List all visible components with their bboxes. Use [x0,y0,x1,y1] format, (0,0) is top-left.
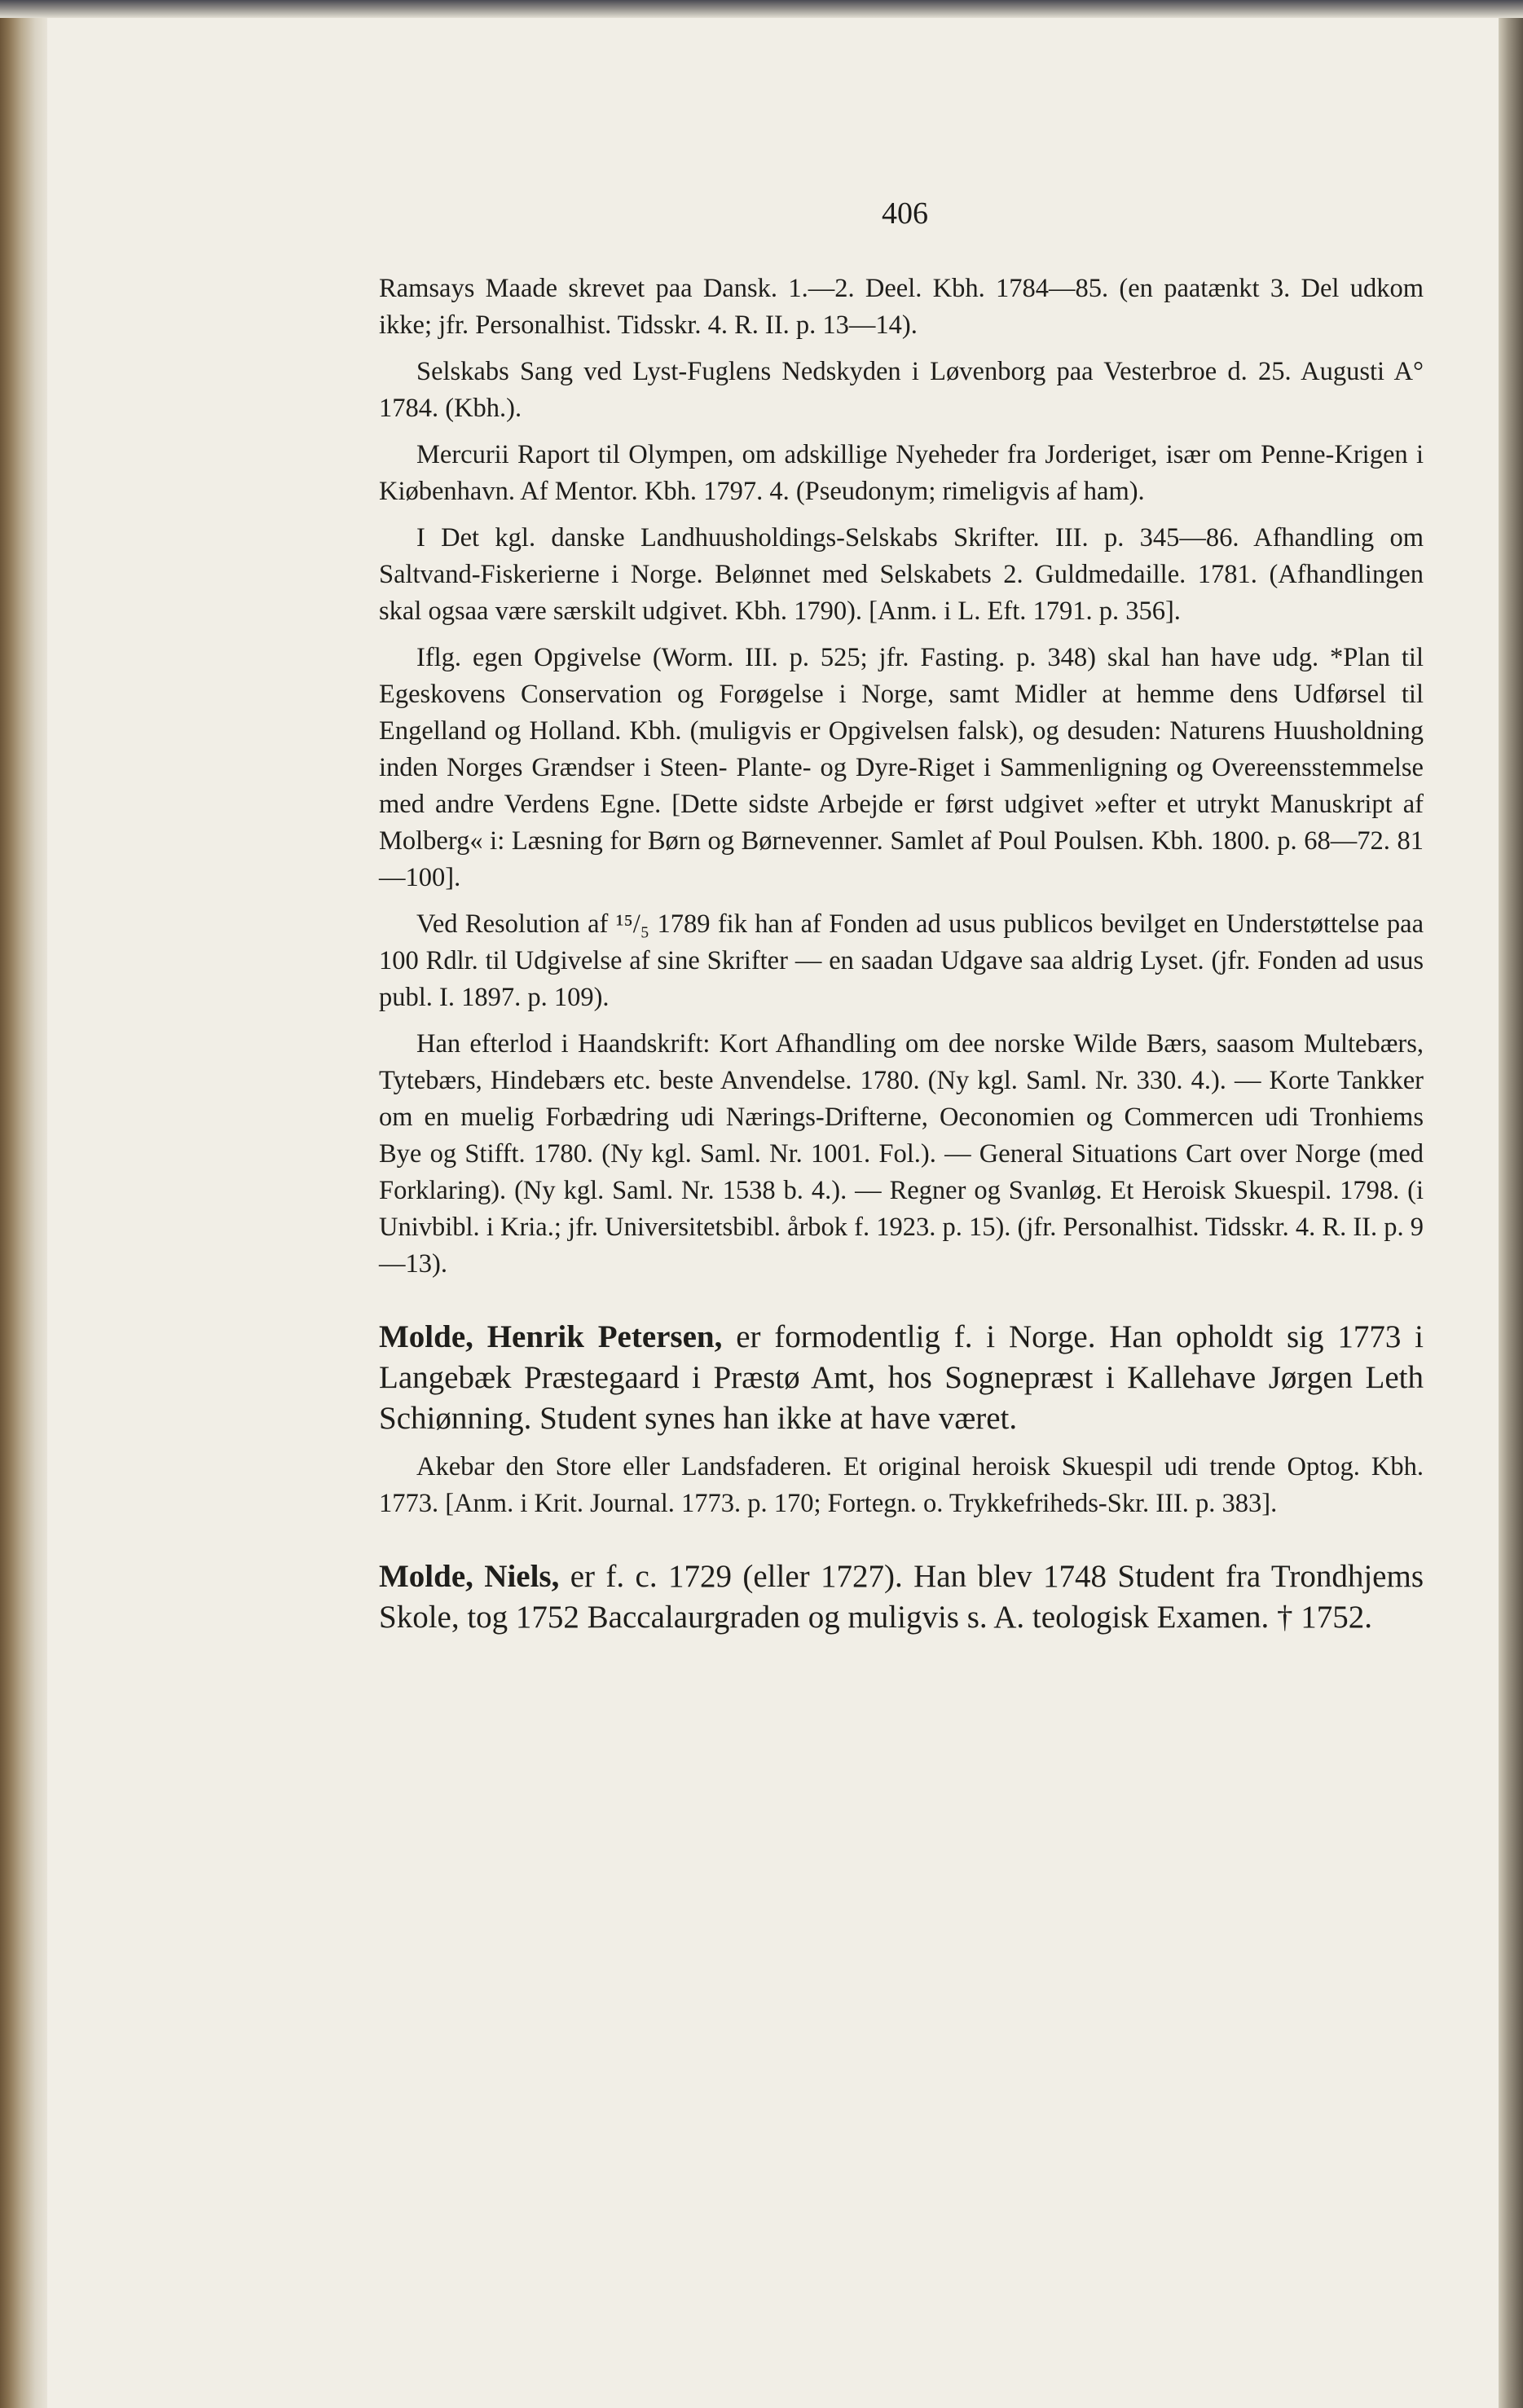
paragraph: Ved Resolution af ¹⁵/₅ 1789 fik han af Fonden ad usus publicos bevilget en Understøttelse paa 100 Rdlr. til Udgivelse af sine Skrifter — en saadan Udgave saa aldrig Lyset. (jfr. Fonden ad usus publ. I. 1897. p. 109). [379,909,1424,1012]
entry-henrik-petersen-molde [379,1317,1424,1439]
entry-text: er formodentlig f. i Norge. Han opholdt sig 1773 i Langebæk Præstegaard i Præstø Amt, hos Sognepræst i Kallehave Jørgen Leth Schiønning. Student synes han ikke at have været. [379,1319,1424,1436]
book-edge-right [1499,0,1523,2408]
paragraph: Mercurii Raport til Olympen, om adskillige Nyeheder fra Jorderiget, især om Penne-Krigen i Kiøbenhavn. Af Mentor. Kbh. 1797. 4. (Pseudonym; rimeligvis af ham). [379,440,1424,506]
book-edge-top [0,0,1523,18]
page-number: 406 [882,196,928,231]
entry-heading: Molde, Henrik Petersen, [379,1319,723,1354]
book-edge-left [0,0,47,2408]
paragraph: Iflg. egen Opgivelse (Worm. III. p. 525; jfr. Fasting. p. 348) skal han have udg. *Plan til Egeskovens Conservation og Forøgelse i Norge, samt Midler at hemme dens Udførsel til Engelland og Holland. Kbh. (muligvis er Opgivelsen falsk), og desuden: Naturens Huusholdning inden Norges Grændser i Steen- Plante- og Dyre-Riget i Sammenligning og Overeensstemmelse med andre Verdens Egne. [Dette sidste Arbejde er først udgivet »efter et utrykt Manuskript af Molberg« i: Læsning for Børn og Børnevenner. Samlet af Poul Poulsen. Kbh. 1800. p. 68—72. 81—100]. [379,643,1424,892]
paragraph: Ramsays Maade skrevet paa Dansk. 1.—2. Deel. Kbh. 1784—85. (en paatænkt 3. Del udkom ikke; jfr. Personalhist. Tidsskr. 4. R. II. p. 13—14). [379,274,1424,340]
paragraph: I Det kgl. danske Landhuusholdings-Selskabs Skrifter. III. p. 345—86. Afhandling om Saltvand-Fiskerierne i Norge. Belønnet med Selskabets 2. Guldmedaille. 1781. (Afhandlingen skal ogsaa være særskilt udgivet. Kbh. 1790). [Anm. i L. Eft. 1791. p. 356]. [379,523,1424,626]
entry-niels-molde [379,1556,1424,1638]
entry-text: er f. c. 1729 (eller 1727). Han blev 1748 Student fra Trondhjems Skole, tog 1752 Baccalaurgraden og muligvis s. A. teologisk Examen. † 1752. [379,1559,1424,1635]
paragraph: Han efterlod i Haandskrift: Kort Afhandling om dee norske Wilde Bærs, saasom Multebærs, Tytebærs, Hindebærs etc. beste Anvendelse. 1780. (Ny kgl. Saml. Nr. 330. 4.). — Korte Tankker om en muelig Forbædring udi Nærings-Drifterne, Oeconomien og Commercen udi Tronhiems Bye og Stifft. 1780. (Ny kgl. Saml. Nr. 1001. Fol.). — General Situations Cart over Norge (med Forklaring). (Ny kgl. Saml. Nr. 1538 b. 4.). — Regner og Svanløg. Et Heroisk Skuespil. 1798. (i Univbibl. i Kria.; jfr. Universitetsbibl. årbok f. 1923. p. 15). (jfr. Personalhist. Tidsskr. 4. R. II. p. 9—13). [379,1029,1424,1279]
body-text [379,271,1424,1648]
entry-work: Akebar den Store eller Landsfaderen. Et original heroisk Skuespil udi trende Optog. Kbh. 1773. [Anm. i Krit. Journal. 1773. p. 170; Fortegn. o. Trykkefriheds-Skr. III. p. 383]. [379,1452,1424,1518]
paragraph: Selskabs Sang ved Lyst-Fuglens Nedskyden i Løvenborg paa Vesterbroe d. 25. Augusti A° 1784. (Kbh.). [379,357,1424,423]
entry-heading: Molde, Niels, [379,1559,560,1594]
